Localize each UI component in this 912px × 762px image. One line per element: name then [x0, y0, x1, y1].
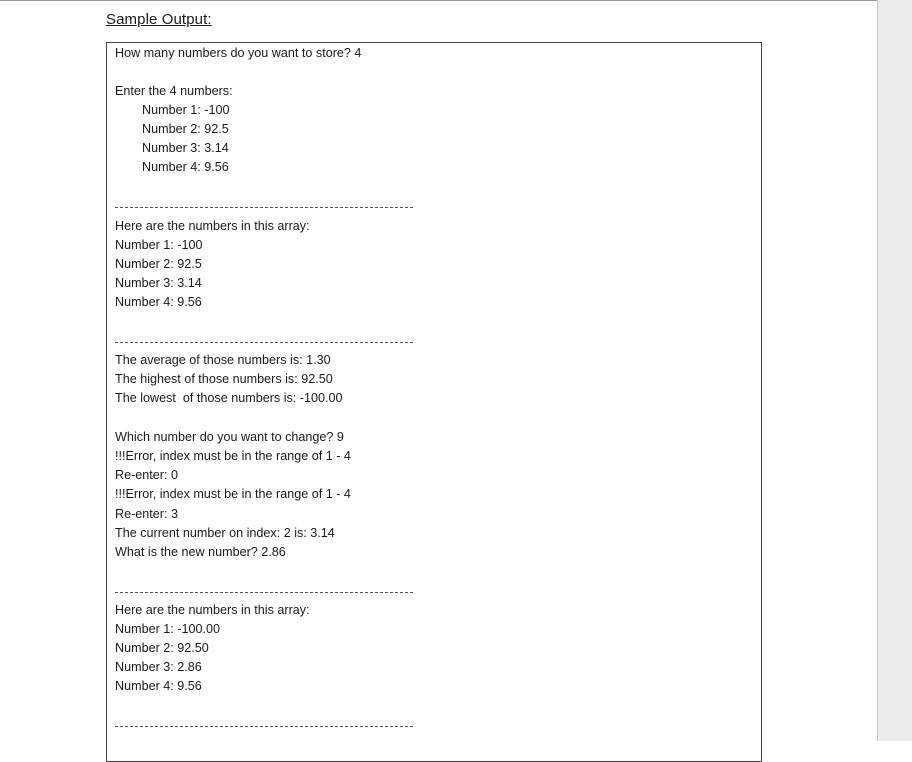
- output-line: Number 2: 92.50: [115, 641, 209, 655]
- output-line: How many numbers do you want to store? 4: [115, 46, 362, 60]
- dashed-separator: [115, 592, 413, 593]
- output-line: Number 1: -100: [142, 103, 230, 117]
- output-line: Number 3: 3.14: [115, 276, 202, 290]
- dashed-separator: [115, 726, 413, 727]
- output-line: Which number do you want to change? 9: [115, 430, 344, 444]
- dashed-separator: [115, 207, 413, 208]
- dashed-separator: [115, 342, 413, 343]
- output-line: Number 4: 9.56: [115, 679, 202, 693]
- output-line: The current number on index: 2 is: 3.14: [115, 526, 335, 540]
- output-line: Number 1: -100: [115, 238, 203, 252]
- output-line: What is the new number? 2.86: [115, 545, 286, 559]
- output-line: Number 3: 3.14: [142, 141, 229, 155]
- page-heading: Sample Output:: [106, 11, 212, 28]
- output-line: The highest of those numbers is: 92.50: [115, 372, 333, 386]
- output-line: Re-enter: 0: [115, 468, 178, 482]
- output-line: Here are the numbers in this array:: [115, 603, 310, 617]
- output-line: !!!Error, index must be in the range of 1 - 4: [115, 449, 351, 463]
- output-line: The lowest of those numbers is: -100.00: [115, 391, 343, 405]
- top-border: [0, 0, 912, 1]
- output-line: Number 4: 9.56: [115, 295, 202, 309]
- output-line: Number 4: 9.56: [142, 160, 229, 174]
- sample-output-box: [106, 42, 762, 762]
- output-line: The average of those numbers is: 1.30: [115, 353, 331, 367]
- page-gutter: [877, 0, 912, 741]
- output-line: Number 3: 2.86: [115, 660, 202, 674]
- output-line: !!!Error, index must be in the range of 1 - 4: [115, 487, 351, 501]
- output-line: Number 2: 92.5: [142, 122, 229, 136]
- output-line: Here are the numbers in this array:: [115, 219, 310, 233]
- output-line: Enter the 4 numbers:: [115, 84, 233, 98]
- output-line: Number 1: -100.00: [115, 622, 221, 636]
- output-line: Number 2: 92.5: [115, 257, 202, 271]
- output-line: Re-enter: 3: [115, 507, 178, 521]
